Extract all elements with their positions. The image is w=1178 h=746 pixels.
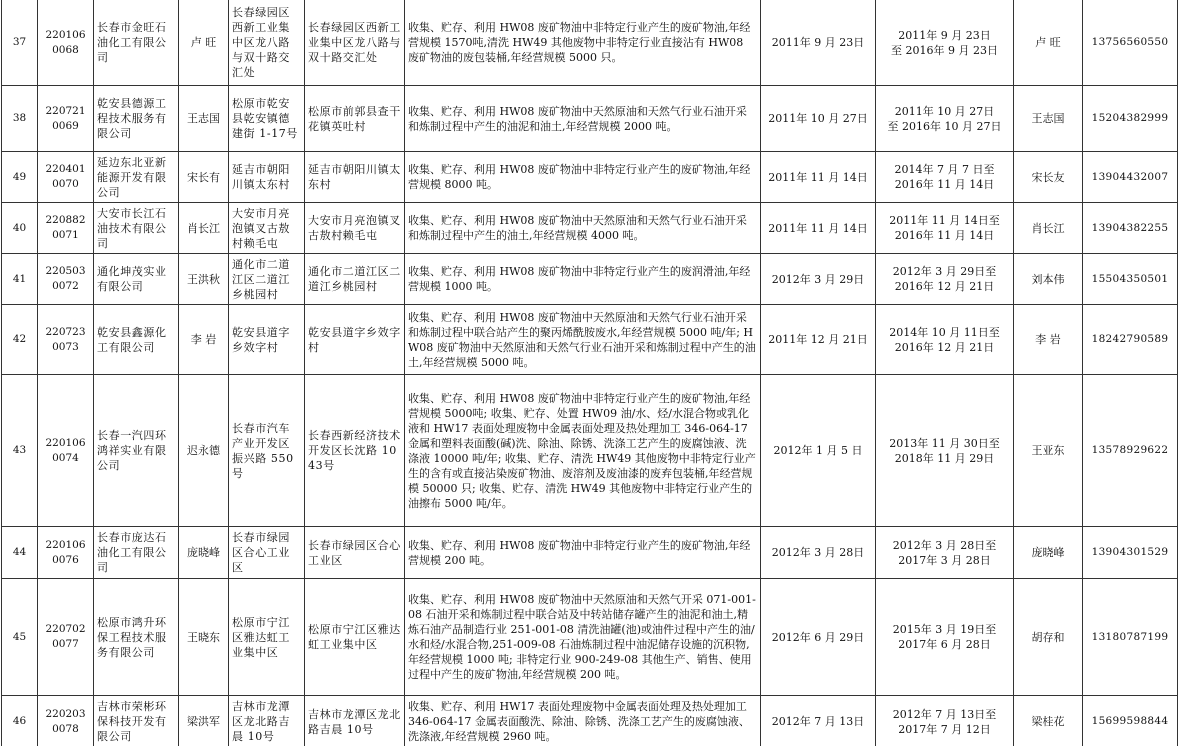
cell-scope: 收集、贮存、利用 HW08 废矿物油中天然原油和天然气行业石油开采和炼制过程中联合站产生的聚丙烯酰胺废水,年经营规模 5000 吨/年; HW08 废矿物油中天然原油和天然气行业石油开采和炼制过程中产生的油土,年经营规模 5000 吨。 xyxy=(405,305,761,375)
cell-company: 乾安县德源工程技术服务有限公司 xyxy=(94,86,179,152)
table-row xyxy=(2,527,1178,579)
cell-contact: 肖长江 xyxy=(1014,203,1083,254)
cell-contact: 宋长友 xyxy=(1014,152,1083,203)
cell-phone: 18242790589 xyxy=(1083,305,1178,375)
cell-registered-address: 松原市乾安县乾安镇德建街 1-17号 xyxy=(229,86,305,152)
cell-contact: 梁桂花 xyxy=(1014,696,1083,746)
cell-scope: 收集、贮存、利用 HW08 废矿物油中非特定行业产生的废矿物油,年经营规模 1570吨,清洗 HW49 其他废物中非特定行业直接沾有 HW08 废矿物油的废包装桶,年经营规模 5000 只。 xyxy=(405,0,761,86)
cell-legal-rep: 迟永德 xyxy=(179,375,229,527)
cell-contact: 刘本伟 xyxy=(1014,254,1083,305)
cell-validity: 2011年 9 月 23日 至 2016年 9 月 23日 xyxy=(876,0,1014,86)
cell-issue-date: 2011年 11 月 14日 xyxy=(761,152,876,203)
cell-scope: 收集、贮存、利用 HW08 废矿物油中天然原油和天然气行业石油开采和炼制过程中产生的油泥和油土,年经营规模 2000 吨。 xyxy=(405,86,761,152)
cell-legal-rep: 庞晓峰 xyxy=(179,527,229,579)
table-body xyxy=(2,0,1178,746)
cell-code: 220106 0068 xyxy=(38,0,94,86)
cell-validity: 2014年 10 月 11日至 2016年 12 月 21日 xyxy=(876,305,1014,375)
table-row xyxy=(2,152,1178,203)
cell-company: 通化坤茂实业有限公司 xyxy=(94,254,179,305)
cell-contact: 王亚东 xyxy=(1014,375,1083,527)
cell-issue-date: 2011年 11 月 14日 xyxy=(761,203,876,254)
cell-registered-address: 长春绿园区西新工业集中区龙八路与双十路交汇处 xyxy=(229,0,305,86)
cell-phone: 15504350501 xyxy=(1083,254,1178,305)
cell-registered-address: 长春市汽车产业开发区振兴路 550号 xyxy=(229,375,305,527)
cell-code: 220106 0076 xyxy=(38,527,94,579)
cell-code: 220721 0069 xyxy=(38,86,94,152)
cell-operating-address: 松原市前郭县查干花镇英吐村 xyxy=(305,86,405,152)
cell-company: 长春市庞达石油化工有限公司 xyxy=(94,527,179,579)
cell-registered-address: 乾安县道字乡效字村 xyxy=(229,305,305,375)
cell-contact: 胡存和 xyxy=(1014,579,1083,696)
cell-contact: 庞晓峰 xyxy=(1014,527,1083,579)
cell-issue-date: 2011年 10 月 27日 xyxy=(761,86,876,152)
cell-issue-date: 2011年 12 月 21日 xyxy=(761,305,876,375)
cell-phone: 15699598844 xyxy=(1083,696,1178,746)
cell-company: 松原市鸿升环保工程技术服务有限公司 xyxy=(94,579,179,696)
cell-phone: 13904382255 xyxy=(1083,203,1178,254)
cell-contact: 卢 旺 xyxy=(1014,0,1083,86)
cell-contact: 王志国 xyxy=(1014,86,1083,152)
table-row xyxy=(2,254,1178,305)
cell-no: 40 xyxy=(2,203,38,254)
cell-phone: 13904301529 xyxy=(1083,527,1178,579)
cell-legal-rep: 王洪秋 xyxy=(179,254,229,305)
cell-company: 大安市长江石油技术有限公司 xyxy=(94,203,179,254)
table-row xyxy=(2,375,1178,527)
cell-company: 长春一汽四环鸿祥实业有限公司 xyxy=(94,375,179,527)
cell-registered-address: 松原市宁江区雅达虹工业集中区 xyxy=(229,579,305,696)
cell-operating-address: 乾安县道字乡效字村 xyxy=(305,305,405,375)
cell-issue-date: 2011年 9 月 23日 xyxy=(761,0,876,86)
cell-operating-address: 吉林市龙潭区龙北路吉晨 10号 xyxy=(305,696,405,746)
cell-validity: 2012年 7 月 13日至 2017年 7 月 12日 xyxy=(876,696,1014,746)
cell-issue-date: 2012年 1 月 5 日 xyxy=(761,375,876,527)
cell-no: 46 xyxy=(2,696,38,746)
cell-code: 220882 0071 xyxy=(38,203,94,254)
cell-company: 延边东北亚新能源开发有限公司 xyxy=(94,152,179,203)
cell-validity: 2011年 11 月 14日至 2016年 11 月 14日 xyxy=(876,203,1014,254)
cell-phone: 13180787199 xyxy=(1083,579,1178,696)
cell-operating-address: 通化市二道江区二道江乡桃园村 xyxy=(305,254,405,305)
cell-scope: 收集、贮存、利用 HW08 废矿物油中非特定行业产生的废润滑油,年经营规模 1000 吨。 xyxy=(405,254,761,305)
cell-scope: 收集、贮存、利用 HW08 废矿物油中非特定行业产生的废矿物油,年经营规模 8000 吨。 xyxy=(405,152,761,203)
cell-validity: 2012年 3 月 29日至 2016年 12 月 21日 xyxy=(876,254,1014,305)
permit-table xyxy=(1,0,1178,746)
cell-issue-date: 2012年 7 月 13日 xyxy=(761,696,876,746)
cell-issue-date: 2012年 6 月 29日 xyxy=(761,579,876,696)
cell-validity: 2013年 11 月 30日至 2018年 11 月 29日 xyxy=(876,375,1014,527)
cell-phone: 13756560550 xyxy=(1083,0,1178,86)
cell-scope: 收集、贮存、利用 HW08 废矿物油中非特定行业产生的废矿物油,年经营规模 5000吨; 收集、贮存、处置 HW09 油/水、烃/水混合物或乳化液和 HW17 表面处理废物中金属表面处理及热处理加工 346-064-17 金属和塑料表面酸(碱)洗、除油、除锈、洗涤工艺产生的废腐蚀液、洗涤液 10000 吨/年; 收集、贮存、清洗 HW49 其他废物中非特定行业产生的含有或直接沾染废矿物油、废溶剂及废油漆的废弃包装桶,年经营规模 50000 只; 收集、贮存、清洗 HW49 其他废物中非特定行业产生的油擦布 5000 吨/年。 xyxy=(405,375,761,527)
table-row xyxy=(2,0,1178,86)
cell-legal-rep: 卢 旺 xyxy=(179,0,229,86)
cell-phone: 13904432007 xyxy=(1083,152,1178,203)
cell-no: 37 xyxy=(2,0,38,86)
cell-legal-rep: 李 岩 xyxy=(179,305,229,375)
cell-operating-address: 长春绿园区西新工业集中区龙八路与双十路交汇处 xyxy=(305,0,405,86)
cell-scope: 收集、贮存、利用 HW08 废矿物油中天然原油和天然气开采 071-001-08 石油开采和炼制过程中联合站及中转站储存罐产生的油泥和油土,精炼石油产品制造行业 251-001-08 清洗油罐(池)或油件过程中产生的油/水和烃/水混合物,251-009-08 石油炼制过程中油泥储存设施的沉积物,年经营规模 1000 吨; 非特定行业 900-249-08 其他生产、销售、使用过程中产生的废矿物油,年经营规模 200 吨。 xyxy=(405,579,761,696)
cell-no: 44 xyxy=(2,527,38,579)
cell-validity: 2011年 10 月 27日 至 2016年 10 月 27日 xyxy=(876,86,1014,152)
cell-issue-date: 2012年 3 月 28日 xyxy=(761,527,876,579)
cell-contact: 李 岩 xyxy=(1014,305,1083,375)
cell-legal-rep: 宋长有 xyxy=(179,152,229,203)
table-row xyxy=(2,579,1178,696)
cell-no: 45 xyxy=(2,579,38,696)
cell-company: 乾安县鑫源化工有限公司 xyxy=(94,305,179,375)
cell-phone: 13578929622 xyxy=(1083,375,1178,527)
table-row xyxy=(2,305,1178,375)
cell-legal-rep: 王晓东 xyxy=(179,579,229,696)
cell-code: 220203 0078 xyxy=(38,696,94,746)
cell-phone: 15204382999 xyxy=(1083,86,1178,152)
cell-no: 38 xyxy=(2,86,38,152)
cell-registered-address: 大安市月亮泡镇叉古敖村赖毛屯 xyxy=(229,203,305,254)
cell-operating-address: 延吉市朝阳川镇太东村 xyxy=(305,152,405,203)
cell-code: 220723 0073 xyxy=(38,305,94,375)
cell-company: 吉林市荣彬环保科技开发有限公司 xyxy=(94,696,179,746)
cell-validity: 2012年 3 月 28日至 2017年 3 月 28日 xyxy=(876,527,1014,579)
cell-registered-address: 吉林市龙潭区龙北路吉晨 10号 xyxy=(229,696,305,746)
table-row xyxy=(2,86,1178,152)
cell-validity: 2015年 3 月 19日至 2017年 6 月 28日 xyxy=(876,579,1014,696)
cell-issue-date: 2012年 3 月 29日 xyxy=(761,254,876,305)
cell-legal-rep: 王志国 xyxy=(179,86,229,152)
cell-registered-address: 延吉市朝阳川镇太东村 xyxy=(229,152,305,203)
cell-scope: 收集、贮存、利用 HW08 废矿物油中非特定行业产生的废矿物油,年经营规模 200 吨。 xyxy=(405,527,761,579)
cell-code: 220401 0070 xyxy=(38,152,94,203)
cell-no: 49 xyxy=(2,152,38,203)
cell-code: 220106 0074 xyxy=(38,375,94,527)
cell-company: 长春市金旺石油化工有限公司 xyxy=(94,0,179,86)
cell-registered-address: 长春市绿园区合心工业区 xyxy=(229,527,305,579)
cell-operating-address: 长春市绿园区合心工业区 xyxy=(305,527,405,579)
cell-validity: 2014年 7 月 7 日至 2016年 11 月 14日 xyxy=(876,152,1014,203)
cell-operating-address: 松原市宁江区雅达虹工业集中区 xyxy=(305,579,405,696)
cell-no: 41 xyxy=(2,254,38,305)
cell-code: 220503 0072 xyxy=(38,254,94,305)
cell-no: 42 xyxy=(2,305,38,375)
table-row xyxy=(2,696,1178,746)
cell-scope: 收集、贮存、利用 HW17 表面处理废物中金属表面处理及热处理加工 346-064-17 金属表面酸洗、除油、除锈、洗涤工艺产生的废腐蚀液、洗涤液,年经营规模 2960 吨。 xyxy=(405,696,761,746)
cell-legal-rep: 梁洪军 xyxy=(179,696,229,746)
cell-operating-address: 长春西新经济技术开发区长沈路 1043号 xyxy=(305,375,405,527)
cell-scope: 收集、贮存、利用 HW08 废矿物油中天然原油和天然气行业石油开采和炼制过程中产生的油土,年经营规模 4000 吨。 xyxy=(405,203,761,254)
table-row xyxy=(2,203,1178,254)
cell-registered-address: 通化市二道江区二道江乡桃园村 xyxy=(229,254,305,305)
cell-legal-rep: 肖长江 xyxy=(179,203,229,254)
cell-operating-address: 大安市月亮泡镇叉古敖村赖毛屯 xyxy=(305,203,405,254)
cell-code: 220702 0077 xyxy=(38,579,94,696)
cell-no: 43 xyxy=(2,375,38,527)
